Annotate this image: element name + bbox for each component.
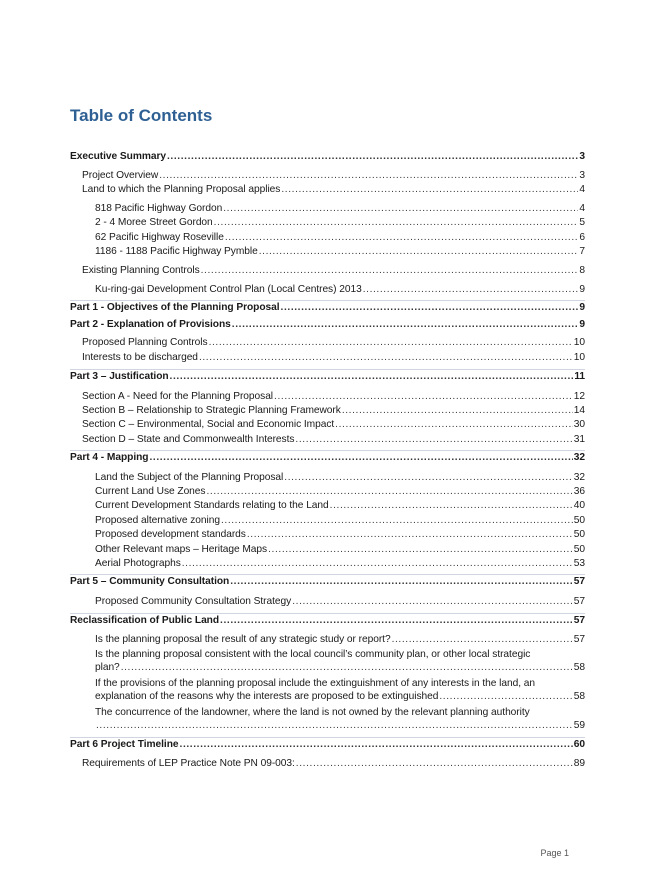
toc-leader (167, 150, 578, 163)
toc-entry[interactable] (70, 318, 585, 331)
toc-leader (284, 471, 573, 484)
toc-entry-label: Part 4 - Mapping (70, 452, 149, 463)
toc-entry[interactable] (95, 633, 585, 646)
toc-entry-page: 4 (579, 184, 585, 195)
toc-leader (180, 738, 573, 751)
toc-entry[interactable] (82, 264, 585, 277)
toc-entry[interactable] (82, 351, 585, 364)
toc-entry-label-line1: If the provisions of the planning proposal include the extinguishment of any interests in the land, an (95, 678, 536, 689)
toc-entry-page: 36 (573, 486, 585, 497)
toc-entry-label: Proposed alternative zoning (95, 515, 220, 526)
toc-entry-label: Current Development Standards relating to the Land (95, 500, 329, 511)
toc-entry-label: Part 3 – Justification (70, 371, 169, 382)
toc-entry-page: 32 (573, 452, 585, 463)
toc-entry-label: Interests to be discharged (82, 352, 198, 363)
toc-entry[interactable] (70, 737, 585, 751)
toc-entry-label: 818 Pacific Highway Gordon (95, 203, 223, 214)
toc-entry[interactable] (95, 245, 585, 258)
toc-entry[interactable] (82, 183, 585, 196)
toc-leader (225, 231, 579, 244)
toc-leader (149, 451, 572, 464)
toc-entry[interactable] (95, 202, 585, 215)
toc-entry-label: Section D – State and Commonwealth Interests (82, 434, 295, 445)
toc-entry-page: 9 (579, 284, 585, 295)
toc-entry-page: 89 (573, 758, 585, 769)
toc-entry[interactable] (95, 677, 585, 703)
toc-entry-page: 5 (579, 217, 585, 228)
toc-entry-label: Requirements of LEP Practice Note PN 09-003: (82, 758, 295, 769)
toc-entry-page: 60 (573, 739, 585, 750)
toc-entry-label: Part 5 – Community Consultation (70, 576, 230, 587)
toc-entry-page: 59 (573, 720, 585, 731)
toc-entry-label: Other Relevant maps – Heritage Maps (95, 544, 268, 555)
toc-entry[interactable] (82, 433, 585, 446)
toc-leader (199, 351, 573, 364)
toc-entry-label: Ku-ring-gai Development Control Plan (Local Centres) 2013 (95, 284, 362, 295)
toc-leader (281, 301, 579, 314)
toc-entry[interactable] (95, 648, 585, 674)
toc-leader (232, 318, 579, 331)
toc-entry[interactable] (95, 499, 585, 512)
toc-leader (214, 216, 579, 229)
toc-leader (170, 370, 574, 383)
toc-entry-page: 7 (579, 246, 585, 257)
toc-leader (121, 661, 573, 674)
toc-leader (363, 283, 579, 296)
toc-leader (221, 514, 573, 527)
toc-entry-page: 31 (573, 434, 585, 445)
toc-entry-page: 11 (574, 371, 585, 382)
toc-leader (342, 404, 573, 417)
toc-entry-label: Part 2 - Explanation of Provisions (70, 319, 231, 330)
toc-entry-label: Executive Summary (70, 151, 166, 162)
toc-entry[interactable] (95, 485, 585, 498)
toc-leader (159, 169, 578, 182)
toc-entry-page: 6 (579, 232, 585, 243)
toc-entry-label: 1186 - 1188 Pacific Highway Pymble (95, 246, 258, 257)
toc-entry-page: 57 (573, 634, 585, 645)
toc-leader (247, 528, 573, 541)
toc-entry-label: Existing Planning Controls (82, 265, 200, 276)
toc-leader (439, 690, 572, 703)
toc-leader (223, 202, 578, 215)
toc-entry-page: 57 (573, 576, 585, 587)
toc-entry[interactable] (95, 543, 585, 556)
toc-entry-label: Reclassification of Public Land (70, 615, 220, 626)
toc-entry-page: 57 (573, 615, 585, 626)
toc-leader (281, 183, 578, 196)
toc-leader (274, 390, 573, 403)
toc-entry-label: Aerial Photographs (95, 558, 181, 569)
toc-entry-page: 50 (573, 529, 585, 540)
toc-leader (295, 433, 572, 446)
toc-entry-label: explanation of the reasons why the interests are proposed to be extinguished (95, 691, 439, 702)
toc-entry[interactable] (82, 336, 585, 349)
toc-entry[interactable] (95, 514, 585, 527)
toc-entry-page: 40 (573, 500, 585, 511)
toc-entry-label: Part 1 - Objectives of the Planning Proposal (70, 302, 280, 313)
toc-leader (209, 336, 573, 349)
toc-entry[interactable] (95, 706, 585, 732)
toc-entry-page: 3 (579, 151, 585, 162)
toc-entry[interactable] (95, 595, 585, 608)
toc-leader (96, 719, 573, 732)
toc-leader (392, 633, 573, 646)
toc-leader (330, 499, 573, 512)
toc-entry[interactable] (82, 390, 585, 403)
toc-entry-label: Land to which the Planning Proposal applies (82, 184, 281, 195)
toc-entry[interactable] (70, 450, 585, 464)
toc-leader (296, 757, 573, 770)
toc-entry-page: 53 (573, 558, 585, 569)
toc-entry-label: Proposed Planning Controls (82, 337, 208, 348)
toc-leader (335, 418, 573, 431)
toc-entry-label: Project Overview (82, 170, 159, 181)
toc-entry-label-line1: The concurrence of the landowner, where the land is not owned by the relevant planning authority (95, 707, 530, 718)
toc-leader (182, 557, 573, 570)
toc-entry[interactable] (95, 231, 585, 244)
page-title: Table of Contents (70, 106, 213, 125)
toc-entry[interactable] (95, 283, 585, 296)
toc-entry-label: Proposed development standards (95, 529, 246, 540)
toc-entry-page: 14 (573, 405, 585, 416)
page-number-footer: Page 1 (540, 848, 569, 858)
toc-leader (220, 614, 573, 627)
toc-entry-label: plan? (95, 662, 120, 673)
toc-entry-label: Section A - Need for the Planning Proposal (82, 391, 274, 402)
toc-entry-page: 4 (579, 203, 585, 214)
toc-entry[interactable] (70, 369, 585, 383)
toc-entry-page: 9 (579, 319, 585, 330)
toc-entry-page: 12 (573, 391, 585, 402)
toc-entry-page: 10 (573, 352, 585, 363)
toc-leader (206, 485, 572, 498)
toc-entry[interactable] (95, 557, 585, 570)
toc-leader (230, 575, 573, 588)
toc-entry[interactable] (95, 528, 585, 541)
toc-entry[interactable] (70, 613, 585, 627)
toc-entry[interactable] (82, 169, 585, 182)
toc-entry-page: 3 (579, 170, 585, 181)
toc-entry[interactable] (82, 757, 585, 770)
toc-entry-page: 50 (573, 544, 585, 555)
toc-entry-label: Land the Subject of the Planning Proposal (95, 472, 284, 483)
toc-entry-page: 9 (579, 302, 585, 313)
toc-entry-label: Proposed Community Consultation Strategy (95, 596, 292, 607)
toc-entry-page: 57 (573, 596, 585, 607)
toc-entry[interactable] (95, 471, 585, 484)
toc-entry-label-line1: Is the planning proposal consistent with the local council’s community plan, or other local strategic (95, 649, 531, 660)
toc-leader (201, 264, 579, 277)
toc-entry[interactable] (82, 404, 585, 417)
toc-leader (292, 595, 573, 608)
toc-entry-label: Part 6 Project Timeline (70, 739, 179, 750)
toc-entry-page: 8 (579, 265, 585, 276)
toc-leader (268, 543, 573, 556)
toc-entry-page: 58 (573, 691, 585, 702)
toc-entry-label: Section C – Environmental, Social and Economic Impact (82, 419, 335, 430)
toc-entry-page: 10 (573, 337, 585, 348)
toc-entry-page: 30 (573, 419, 585, 430)
toc-entry[interactable] (70, 300, 585, 314)
toc-entry-label: Current Land Use Zones (95, 486, 206, 497)
toc-leader (259, 245, 579, 258)
toc-entry-page: 58 (573, 662, 585, 673)
toc-entry[interactable] (82, 418, 585, 431)
toc-entry-label: 62 Pacific Highway Roseville (95, 232, 224, 243)
toc-entry-label: Section B – Relationship to Strategic Planning Framework (82, 405, 341, 416)
toc-entry-label: Is the planning proposal the result of any strategic study or report? (95, 634, 391, 645)
toc-entry-page: 50 (573, 515, 585, 526)
toc-entry[interactable] (70, 150, 585, 163)
toc-entry-label: 2 - 4 Moree Street Gordon (95, 217, 213, 228)
toc-entry-page: 32 (573, 472, 585, 483)
toc-entry[interactable] (95, 216, 585, 229)
toc-entry[interactable] (70, 574, 585, 588)
